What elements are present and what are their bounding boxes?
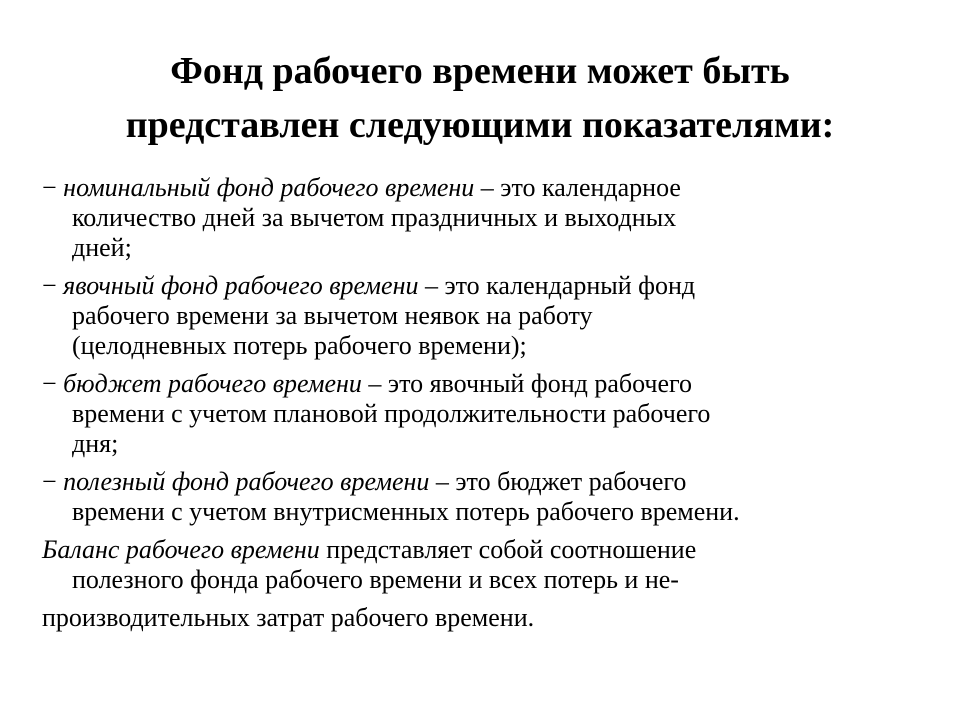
- item-term: номинальный фонд рабочего времени: [63, 173, 475, 202]
- slide-title: [60, 44, 900, 152]
- item-first-line: [42, 271, 932, 301]
- balance-text: полезного фонда рабочего времени и всех потерь и не-: [72, 565, 679, 594]
- item-first-line: [42, 467, 932, 497]
- title-line-1: Фонд рабочего времени может быть: [170, 50, 790, 92]
- dash-marker: −: [42, 173, 57, 202]
- item-text: рабочего времени за вычетом неявок на работу: [72, 301, 593, 330]
- item-text: дней;: [72, 233, 132, 262]
- item-term: бюджет рабочего времени: [63, 369, 362, 398]
- item-text: это явочный фонд рабочего: [387, 369, 693, 398]
- item-text: времени с учетом внутрисменных потерь рабочего времени.: [72, 497, 740, 526]
- balance-first-line: [42, 535, 932, 565]
- item-term: явочный фонд рабочего времени: [63, 271, 419, 300]
- list-item: [42, 173, 932, 263]
- dash-marker: −: [42, 271, 57, 300]
- item-first-line: [42, 369, 932, 399]
- item-term: полезный фонд рабочего времени: [63, 467, 430, 496]
- item-text: количество дней за вычетом праздничных и выходных: [72, 203, 677, 232]
- balance-paragraph: [42, 535, 932, 633]
- item-first-line: [42, 173, 932, 203]
- item-text: дня;: [72, 429, 119, 458]
- balance-term: Баланс рабочего времени: [42, 535, 320, 564]
- list-item: [42, 467, 932, 527]
- list-item: [42, 271, 932, 361]
- item-text: времени с учетом плановой продолжительности рабочего: [72, 399, 711, 428]
- item-separator: –: [424, 271, 438, 300]
- balance-text: представляет собой соотношение: [326, 535, 697, 564]
- item-text: это календарный фонд: [444, 271, 696, 300]
- title-line-2: представлен следующими показателями:: [125, 104, 835, 146]
- item-text: (целодневных потерь рабочего времени);: [72, 331, 527, 360]
- item-separator: –: [435, 467, 449, 496]
- slide-body: [42, 173, 932, 633]
- balance-text: производительных затрат рабочего времени.: [42, 603, 535, 632]
- item-separator: –: [368, 369, 382, 398]
- dash-marker: −: [42, 369, 57, 398]
- item-separator: –: [480, 173, 494, 202]
- item-text: это бюджет рабочего: [455, 467, 687, 496]
- item-text: это календарное: [500, 173, 681, 202]
- dash-marker: −: [42, 467, 57, 496]
- list-item: [42, 369, 932, 459]
